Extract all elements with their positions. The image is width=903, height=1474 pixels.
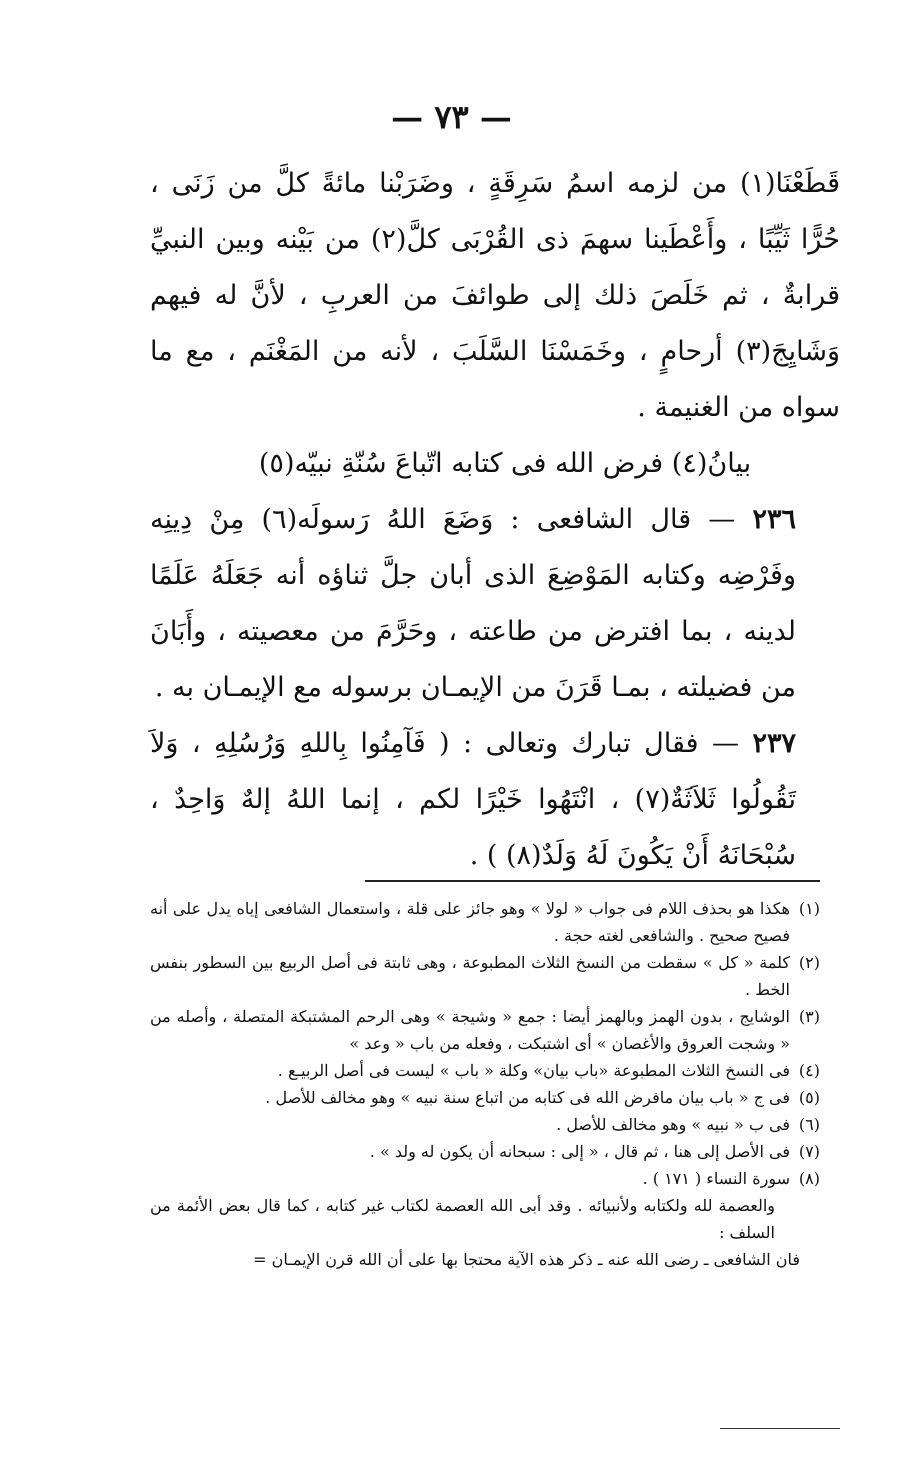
- footnote-text: كلمة « كل » سقطت من النسخ الثلاث المطبوعة ، وهى ثابتة فى أصل الربيع بين السطور بنفس الخط .: [150, 953, 790, 999]
- paragraph-number-236: ٢٣٦: [752, 504, 796, 535]
- footnote-continuation: والعصمة لله ولكتابه ولأنبيائه . وقد أبى الله العصمة لكتاب غير كتابه ، كما قال بعض الأئمة من السلف :: [150, 1196, 776, 1242]
- footnote-number: (٧): [798, 1142, 820, 1161]
- footnote-carryover: فان الشافعى ـ رضى الله عنه ـ ذكر هذه الآية محتجا بها على أن الله قرن الإيمـان =: [253, 1250, 800, 1269]
- footnote-number: (١): [798, 899, 820, 918]
- page-number: — ٧٣ —: [391, 98, 512, 136]
- footnote-number: (٨): [798, 1169, 820, 1188]
- main-text: [150, 156, 840, 884]
- footnote-number: (٥): [798, 1088, 820, 1107]
- footnote-text: فى ب « نبيه » وهو مخالف للأصل .: [556, 1115, 790, 1134]
- footnote-separator: [365, 880, 820, 882]
- paragraph-236: [150, 492, 840, 716]
- footnote-1: [150, 895, 820, 949]
- paragraph-237: [150, 716, 840, 884]
- footnote-2: [150, 949, 820, 1003]
- paragraph-236-text: قال الشافعى : وَضَعَ اللهُ رَسولَه(٦) مِنْ دِينِه وفَرْضِه وكتابه المَوْضِعَ الذى أبان جلَّ ثناؤه أنه جَعَلَهُ عَلَمًا لدينه ، بما افترض من طاعته ، وحَرَّمَ من معصيته ، وأَبَانَ من فضيلته ، بمـا قَرَنَ من الإيمـان برسوله مع الإيمـان به .: [150, 504, 796, 703]
- bottom-rule: [720, 1428, 840, 1429]
- footnote-text: فى النسخ الثلاث المطبوعة «باب بيان» وكلة « باب » ليست فى أصل الربيـع .: [277, 1061, 790, 1080]
- footnote-text: الوشايج ، بدون الهمز وبالهمز أيضا : جمع « وشيجة » وهى الرحم المشتبكة المتصلة ، وأصله من « وشجت العروق والأغصان » أى اشتبكت ، وفعله من باب « وعد »: [150, 1007, 790, 1053]
- footnote-text: فى الأصل إلى هنا ، ثم قال ، « إلى : سبحانه أن يكون له ولد » .: [369, 1142, 790, 1161]
- paragraph-237-text: فقال تبارك وتعالى : ( فَآمِنُوا بِاللهِ وَرُسُلِهِ ، وَلاَ تَقُولُوا ثَلاَثَةٌ(٧) ، انْتَهُوا خَيْرًا لكم ، إنما اللهُ إلهٌ وَاحِدٌ ، سُبْحَانَهُ أَنْ يَكُونَ لَهُ وَلَدٌ(٨) ) .: [150, 728, 796, 871]
- footnote-text: فى ج « باب بيان مافرض الله فى كتابه من اتباع سنة نبيه » وهو مخالف للأصل .: [265, 1088, 790, 1107]
- footnote-8: [150, 1165, 820, 1192]
- footnote-4: [150, 1057, 820, 1084]
- footnote-3: [150, 1003, 820, 1057]
- footnote-6: [150, 1111, 820, 1138]
- paragraph-dash: —: [708, 504, 736, 535]
- section-heading: بيانُ(٤) فرض الله فى كتابه اتّباعَ سُنّةِ نبيّه(٥): [258, 448, 752, 479]
- footnote-7: [150, 1138, 820, 1165]
- footnote-text: هكذا هو بحذف اللام فى جواب « لولا » وهو جائز على قلة ، واستعمال الشافعى إياه يدل على أنه فصيح صحيح . والشافعى لغته حجة .: [150, 899, 790, 945]
- footnotes: [150, 895, 820, 1273]
- paragraph-235-continuation: قَطَعْنَا(١) من لزمه اسمُ سَرِقَةٍ ، وضَرَبْنا مائةً كلَّ من زَنَى ، حُرًّا ثَيِّبًا ، وأَعْطَينا سهمَ ذى القُرْبَى كلَّ(٢) من بَيْنه وبين النبيِّ قرابةٌ ، ثم خَلَصَ ذلك إلى طوائفَ من العربِ ، لأنَّ له فيهم وَشَايِجَ(٣) أرحامٍ ، وخَمَسْنَا السَّلَبَ ، لأنه من المَغْنَم ، مع ما سواه من الغنيمة .: [150, 168, 840, 423]
- footnote-number: (٣): [798, 1007, 820, 1026]
- footnote-number: (٢): [798, 953, 820, 972]
- paragraph-number-237: ٢٣٧: [752, 728, 796, 759]
- footnote-5: [150, 1084, 820, 1111]
- paragraph-dash: —: [712, 728, 740, 759]
- footnote-text: سورة النساء ( ١٧١ ) .: [642, 1169, 790, 1188]
- footnote-number: (٤): [798, 1061, 820, 1080]
- footnote-number: (٦): [798, 1115, 820, 1134]
